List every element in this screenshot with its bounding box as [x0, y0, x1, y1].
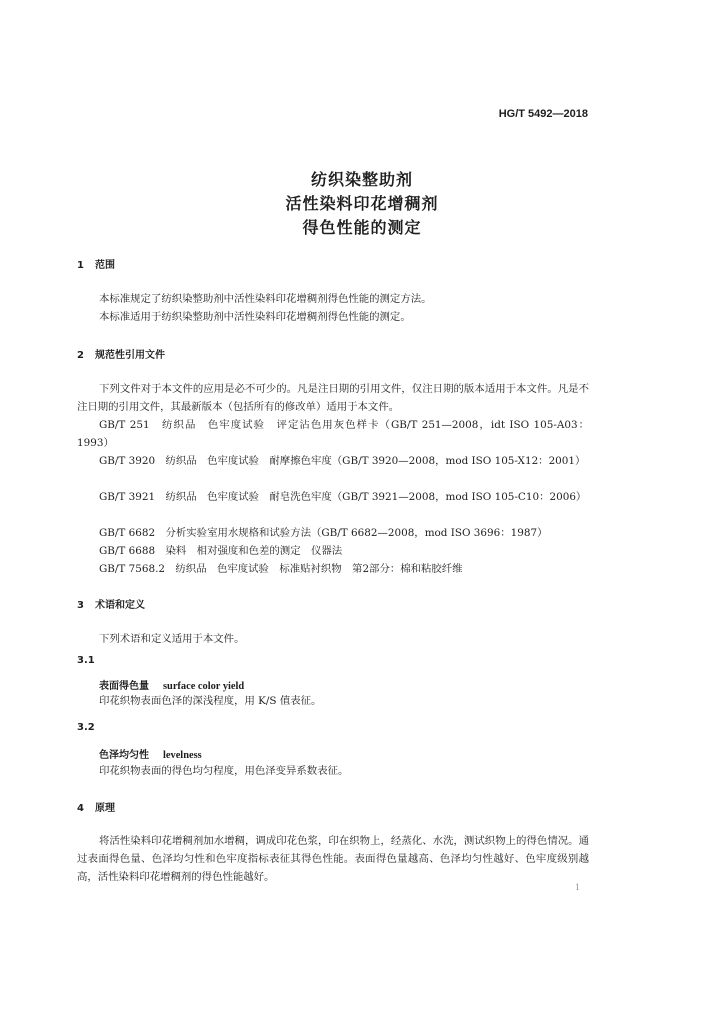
term-definition: 印花织物表面的得色均匀程度，用色泽变异系数表征。 — [99, 765, 349, 777]
section-heading-terms-and-definitions — [77, 596, 145, 611]
term-english: levelness — [163, 750, 202, 761]
section-number: 4 — [77, 803, 84, 814]
document-title-line-2: 活性染料印花增稠剂 — [285, 194, 439, 213]
paragraph: 将活性染料印花增稠剂加水增稠，调成印花色浆，印在织物上，经蒸化、水洗，测试织物上的得色情况。通过表面得色量、色泽均匀性和色牢度指标表征其得色性能。表面得色量越高、色泽均匀性越好、色牢度级别越高，活性染料印花增稠剂的得色性能越好。 — [77, 835, 589, 883]
reference-item: GB/T 6688 染料 相对强度和色差的测定 仪器法 — [99, 545, 343, 557]
document-title-line-1: 纺织染整助剂 — [310, 170, 413, 189]
term-entry — [99, 746, 202, 761]
section-title: 术语和定义 — [95, 600, 145, 611]
section-title: 范围 — [95, 260, 115, 271]
term-number: 3.1 — [77, 655, 95, 666]
reference-item: GB/T 3920 纺织品 色牢度试验 耐摩擦色牢度（GB/T 3920—2008，mod ISO 105-X12：2001） — [99, 455, 586, 467]
section-number: 2 — [77, 350, 84, 361]
reference-item: GB/T 7568.2 纺织品 色牢度试验 标准贴衬织物 第2部分：棉和粘胶纤维 — [99, 563, 463, 575]
paragraph: 下列术语和定义适用于本文件。 — [99, 633, 245, 645]
section-heading-normative-references — [77, 346, 165, 361]
paragraph: 本标准规定了纺织染整助剂中活性染料印花增稠剂得色性能的测定方法。 — [99, 293, 432, 305]
section-title: 原理 — [95, 803, 115, 814]
section-heading-scope — [77, 256, 115, 271]
term-number: 3.2 — [77, 722, 95, 733]
page-number: 1 — [575, 882, 580, 892]
section-title: 规范性引用文件 — [95, 350, 165, 361]
paragraph: 下列文件对于本文件的应用是必不可少的。凡是注日期的引用文件，仅注日期的版本适用于本文件。凡是不注日期的引用文件，其最新版本（包括所有的修改单）适用于本文件。 — [77, 383, 589, 413]
term-english: surface color yield — [163, 681, 245, 692]
standard-number: HG/T 5492—2018 — [498, 108, 588, 120]
section-number: 1 — [77, 260, 84, 271]
term-entry — [99, 677, 244, 692]
term-chinese: 色泽均匀性 — [99, 750, 149, 761]
reference-item: GB/T 3921 纺织品 色牢度试验 耐皂洗色牢度（GB/T 3921—2008，mod ISO 105-C10：2006） — [99, 491, 587, 503]
term-chinese: 表面得色量 — [99, 681, 149, 692]
section-number: 3 — [77, 600, 84, 611]
term-definition: 印花织物表面色泽的深浅程度，用 K/S 值表征。 — [99, 695, 322, 707]
reference-item: GB/T 6682 分析实验室用水规格和试验方法（GB/T 6682—2008，mod ISO 3696：1987） — [99, 527, 548, 539]
paragraph: 本标准适用于纺织染整助剂中活性染料印花增稠剂得色性能的测定。 — [99, 311, 411, 323]
reference-item: GB/T 251 纺织品 色牢度试验 评定沾色用灰色样卡（GB/T 251—2008，idt ISO 105-A03：1993） — [77, 419, 589, 449]
document-title-line-3: 得色性能的测定 — [302, 218, 422, 237]
section-heading-principle — [77, 799, 115, 814]
